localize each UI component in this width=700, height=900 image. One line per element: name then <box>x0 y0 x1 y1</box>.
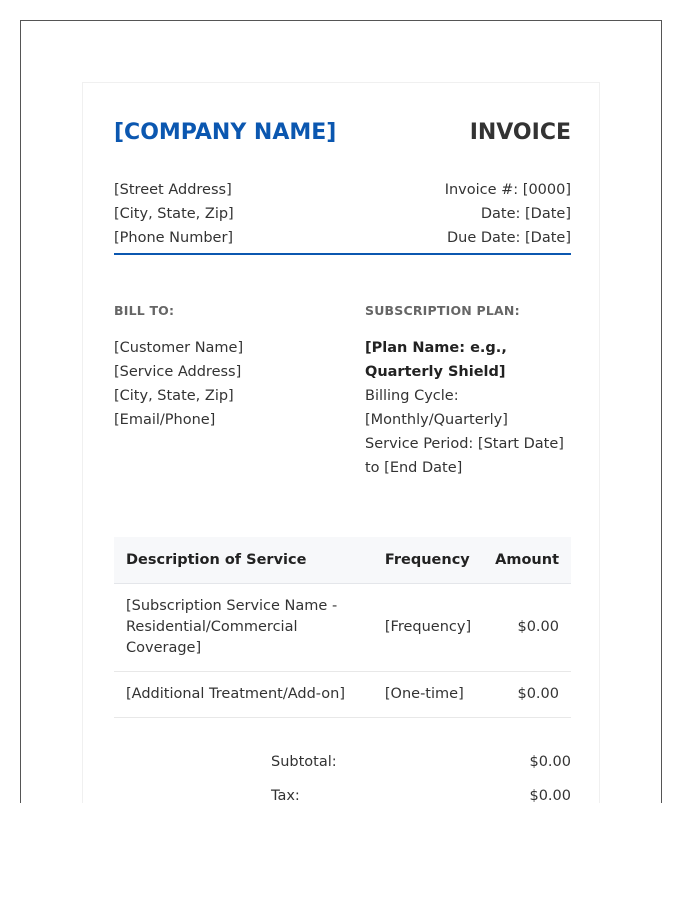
row-description: [Additional Treatment/Add-on] <box>114 672 373 718</box>
tax-value: $0.00 <box>529 788 571 803</box>
invoice-meta <box>445 178 571 250</box>
invoice-content <box>114 114 571 803</box>
header-description: Description of Service <box>114 537 373 584</box>
bill-to-label: BILL TO: <box>114 303 175 318</box>
table-row <box>114 584 571 672</box>
service-address: [Service Address] <box>114 364 242 380</box>
plan-name: [Plan Name: e.g., Quarterly Shield] <box>365 340 507 380</box>
header-amount: Amount <box>483 537 571 584</box>
subtotal-row <box>271 754 571 788</box>
row-description: [Subscription Service Name - Residential/Commercial Coverage] <box>114 584 373 672</box>
subscription-plan-label: SUBSCRIPTION PLAN: <box>365 303 520 318</box>
customer-name: [Customer Name] <box>114 340 244 356</box>
tax-label: Tax: <box>271 788 300 803</box>
subtotal-label: Subtotal: <box>271 754 337 770</box>
line-items-table <box>114 537 571 718</box>
invoice-number: Invoice #: [0000] <box>444 182 571 198</box>
customer-city: [City, State, Zip] <box>114 388 234 404</box>
subtotal-value: $0.00 <box>529 754 571 770</box>
billing-cycle: Billing Cycle: [Monthly/Quarterly] <box>365 388 508 428</box>
tax-row <box>271 788 571 803</box>
table-header-row <box>114 537 571 584</box>
row-frequency: [Frequency] <box>373 584 483 672</box>
bill-to-block <box>114 303 344 432</box>
invoice-due-date: Due Date: [Date] <box>446 230 571 246</box>
invoice-title: INVOICE <box>469 120 571 145</box>
company-name: [COMPANY NAME] <box>114 120 337 145</box>
invoice-header <box>114 114 571 246</box>
invoice-date: Date: [Date] <box>480 206 571 222</box>
table-row <box>114 672 571 718</box>
row-amount: $0.00 <box>483 672 571 718</box>
row-frequency: [One-time] <box>373 672 483 718</box>
company-phone: [Phone Number] <box>114 230 234 246</box>
company-address <box>114 178 234 250</box>
row-amount: $0.00 <box>483 584 571 672</box>
header-frequency: Frequency <box>373 537 483 584</box>
invoice-card <box>82 82 600 803</box>
customer-contact: [Email/Phone] <box>114 412 216 428</box>
company-street: [Street Address] <box>114 182 232 198</box>
service-period: Service Period: [Start Date] to [End Date] <box>365 436 564 476</box>
document-frame <box>20 20 662 803</box>
company-city: [City, State, Zip] <box>114 206 234 222</box>
header-divider <box>114 253 571 255</box>
subscription-plan-block <box>365 303 575 480</box>
totals-section <box>271 754 571 803</box>
